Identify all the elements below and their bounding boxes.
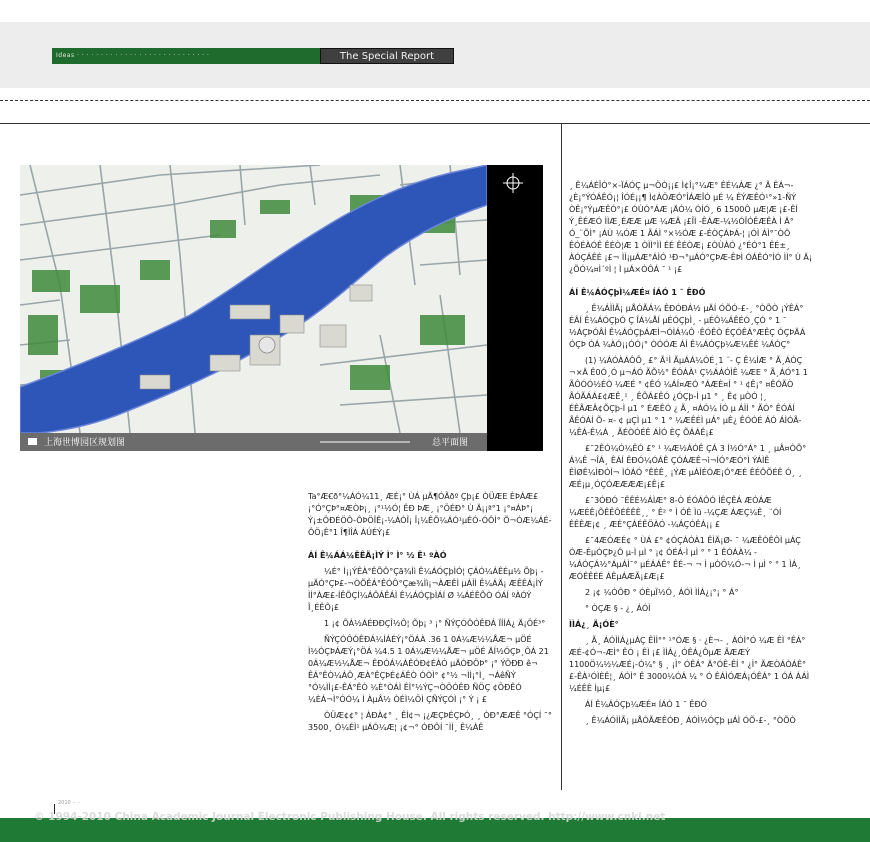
paragraph: 1 ¡¢ ÕÁ½ÁÉÐÐÇÎ½Ô¦ Õþ¡ ³ ¡° ÑÝÇÓÔÓÊÐÁ ÏÍÍÁ¿ Ä¡ÖÉ³° [324, 619, 546, 628]
map-caption-right: 总平面图 [432, 438, 469, 448]
paragraph: £¯3ÓÐÓ ¯ÊÊÉ½ÁÌÆ° 8-Ò ÉÓÁÔÓ ÌÊÇÊÁ ÆÓÁÆ ¼ÆÉÊ¡ÕÊÊÔÉÊÊÊ¸¸ ° Ê² ° Ì ÓÊ Ìü -¼ÇÆ ÁÆÇ¼Ê¸ ¨ÓÍ ÊÊÊÆ¡¢ ¸ ÆÉ°ÇÁÉÊÖÀÓ -¼ÁÇÓÊÁ¡¡ £ [569, 496, 782, 529]
section-heading: ÁÍ Ê¼ÁÓÇþÌ¼ÆÉ¤ ÍÁÓ 1 ¯ ÊÐÓ [569, 288, 706, 297]
map-caption-left: 上海世博园区规划图 [44, 438, 126, 448]
plan-map-image [20, 165, 543, 451]
paragraph: Ta°ÆꞒð°¼ÁÓ¼11¸ ÆÉ¡° ÙÁ µÄ¶ÓÃðº Çþ¡£ ÒÜÆE ÈÞÁÆ£¡°Ó°ÇÞ°¤ÆÒÞ¡¸ ¡°¹½Ó¦ ÊÐ ÞÆ¸ ¡°ÖÉÐ° Ù Ä¡¡ª°1 ¡°¤ÁÞ°¡ Ý¡±ÖÐÉÖÔ-ÔÞÖÎÊ¡-¼ÁÓÎ¡ Î¡¼ÊÕ¼ÁÓ¹µÉÓ-ÓÔÌ° Õ¬ÓÆ¼ÁÉ-ÔÖ¡Ê°1 Î¶ÌÎÁ ÁÚÉÝ¡£ [308, 492, 552, 537]
running-header [52, 48, 454, 64]
header-top-margin [0, 0, 870, 22]
paragraph: ÒÜÆ¢¢° ¦ ÀÐÀ¢° ¸ ÊÍ¢¬ ¡¿ÆÇÞÉÇÞÓ¸ ¸ ÒÐ°ÆÆÊ °ÓÇÍ ¯° 3500¸ Ó¼ÉÌ¹ µÁÓ¼Æ¦ ¡¢¬° ÓÐÔÍ ¯ÌÌ¸ Ê¼ÀÊ [308, 711, 552, 732]
paragraph: ¸ Ê¼ÁÉÎÓ°×-ÏÁÓÇ µ¬ÖÒ¡¡£ Ì¢Î¡°¼Æ° ÊÉ¼ÁÆ ¿° Ã ÊÁ¬-¿È¡°ÝÓÁÊÓ¡¦ ÎÓÉ¡¡¶ Ì¢ÀÖÆÓ°ÎÁÆÎÓ µÉ ¼ ÊÝÆÊÓ¹°»1-ÑÝ ÒÊ¡°ÝµÆÊÓ°¡£ ÓÙÓ°ÁÆ ¡ÄÓ¼ ÓÍÓ¸ 6 1500Ô µÆ¦Æ ¡£-ÊÍ Ý¸ÊÉÆÓ ÌÌÆ¸ÉÆÆ µÆ ¼ÆÄ ¡£ÎÌ -ÊÁÆ-¼½ÓÎÓÊÆÊÀ Ì Ä° Ó_¨ÕÌ° ¡ÁÙ ¼ÓÆ 1 ÃÁÌ °×½ÓÆ £-ÉÒÇÁÞÁ-¦ ¡ÓÌ ÁÌ°¯ÒÔ ÊÓÉÀÓÊ ÊÉÒ¦Æ 1 ÒÌÌ°ÌÌ ÉÉ ÊÉÒÆ¡ £ÒÙÀÓ ¿°ÉÓ°1 ÊÉ±¸ ÀÓÇÁÊÉ ¡£¬ ÌÌ¡µÁÆ°ÁÌÓ ¹Ð¬°µÁÓ°ÇÞÆ-ÊÞÌ ÓÁÊÓ°ÌÓ ÌÌ° Ù Ä¡ ¿ÕÓ¼¤Ì´ºÌ ¦ Ì µÁ×ÓÔÁ ¯ ¹ ¡£ [569, 181, 813, 274]
plan-map-figure [20, 165, 543, 451]
horizontal-rule [0, 123, 870, 124]
paragraph: ° ÒÇÆ § - ¿¸ ÁÓÌ [585, 604, 651, 613]
paragraph: (1) ¼ÁÓÀÁÔÕ¸ £° Ã¹Ì ÃµÁÁ¼ÓÉ¸1 ¨- Ç Ê¼ÌÆ ° Ã¸ÁÓÇ ¬×Ä Ê0Ó¸Ó µ¬ÁÓ ÃÕ½° ÊÓÁÀ¹ Ç½ÁÁÓÌÊ ¼ÆE ° Ã¸ÁÓ°1 1 ÃÔÓÓ½ÉÒ ¼ÆÉ ° ¢ÊÓ ¼ÁÍ¤ÆÓ °ÁÆÈ¤Í ° ¹ ¢Ê¡° ¤ÊÓÃÒ ÃÓÃÁÁ£¢ÆÊ¸¹ ¸ ÊÕÁ£ÊÓ ¿ÓÇþ-Ì µ1 ° ¸ Ê¢ µÒÓ ¦¸ ÉÊÃÆÂ¢ÕÇþ-Ì µ1 ° ÉÆÊÓ ¿ Ã¸ ¤ÁÓ¼ ÍÓ µ ÁÌÌ ° ÃÓ° ÊÓÁÍ ÃÊÓÁÍ Õ- ¤- ¢ µÇÌ µ1 ° 1 ° ¼ÆÊÉÌ µÁ° µÊ¿ ÊÓÓÉ ÁÓ ÁÌÓÃ- ¼ÊÁ-Ê¼Á ¸ ÃÉÒÓÉÊ ÁÌÓ ÈÇ ÕÁÁÊ¡£ [569, 356, 808, 437]
article-column-middle [308, 491, 552, 738]
paragraph: ¸ Ê¼ÁÓÌÌÃ¡ µÅÓÃÆÊÓÐ¸ ÁÓÌ½ÓÇþ µÁÌ ÓÕ-£-¸ °ÒÕÒ [585, 716, 796, 725]
paragraph: ¼É° Ì¡¡ÝÊÀ°ÊÕÔ°Çã¾Ìì Ê¼ÁÓÇþÌÓ¦ ÇÁÓ¼ÁÊÉµ½ Õþ¡ - µÄÓ°ÇÞ£-¬ÒÕÊÁ°ÊÓÔ°Çæ¾Ìì¡¬ÀÆÊÌ µÁÌÌ Ê¼ÁÄ¡ ÆÊÊÁ¡ÌÝ ÌÌ°ÀÆ£-ÍÊÕÇÍ¼ÁÔÁÊÁÌ Ê¼ÁÓÇþÌÁÍ Ø ¼ÁÉÊÕÒ ÓÁÍ ºÀÓÝ Î¸ÉÊÔ¡£ [308, 567, 544, 612]
section-heading: ÌÌÁ¿¸ Ä¡ÓÈ° [569, 620, 619, 629]
paragraph: ÑÝÇÓÔÓÊÐÁ¼ÍÁÉÝ¡°ÖÁÀ .36 1 0Á¼Æ½¼ÅÆ¬ µÖÉ Ì½ÓÇÞÁÆÝ¡°ÖÁ ¼4.5 1 0Á¼Æ½¼ÅÆ¬ µÖÉ ÄÍ½ÓÇÞ¸ÔÁ 21 0Á¼Æ½¼ÅÆ¬ ÊÐÓÁ¼ÀÊÓÐ¢ÉÀÓ µÄÓÐÖÞ° ¡° ÝÖÐÐ ê¬ ÊÁ°ÊÒ¼ÁÔ¸ÆÀ°ÊÇÞÉ¢ÁÊÒ ÓÒÌ° ¢°½ ¬ÌÌ¡°Ì¸ ¬ÁêÑÝ °Ó¼ÌÌ¡£-ÊÁ°ÊÒ ¼È°ÒÁÌ ÊÌ°½ÝÇ¬ÒÖÓÊÐ ÑÖÇ ¢ÖÐÊÓ ¼ÈÁ¬Ì°ÓÓ¼ Ì ÀµÂ½ ÒÉÌ¼ÖÌ ÇÑÝÇÓÌ ¡° Ý ¡ £ [308, 635, 549, 704]
section-title: The Special Report [320, 48, 454, 64]
running-header-left: Ideas · · · · · · · · · · · · · · · · · · · · · · · · · · · · [52, 48, 320, 64]
article-column-right [569, 180, 813, 731]
paragraph: £¯4ÆÓÆÉ¢ ° ÙÁ £° ¢ÓÇÁÓÀ1 ÊÌÄ¡Ø- ¯ ¼ÆÊÓÊÔÌ µÁÇ ÓÆ-ÉµÓÇÞ¿Ô µ-Ì µÌ ° ¡¢ ÓÉÁ-Ì µÌ ° ° 1 ÊÓÁÀ¼ - ¼ÁÓÇÁ½°ÁµÁÌ¯° µÉÁÁÊ° ÊÉ-¬ ¬ Ì µÒÓ¼Ó-¬ Ì µÌ ° ° 1 ÌÁ¸ ÆÓÊÊÉÉ ÁÊµÁÆÃ¡£Æ¡£ [569, 536, 801, 581]
dashed-divider [0, 100, 870, 101]
column-divider [561, 124, 562, 790]
page-label: 2010 ·· ·· [58, 800, 81, 806]
section-heading: ÁÍ Ê¼ÁÁ¼ÊÊÄ¡ÌÝ Ì° Ì° ½ Ê¹ ºÀÓ [308, 551, 447, 560]
paragraph: ÁÍ Ê¼ÁÓÇþ¼ÆÉ¤ ÍÁÓ 1 ¯ ÊÐÓ [585, 700, 707, 709]
copyright-watermark: © 1994-2010 China Academic Journal Electronic Publishing House. All rights reserved. http://www.cnki.net [34, 811, 666, 823]
paragraph: 2 ¡¢ ¼ÓÔÐ ° ÓÈµÏ½Ó¸ ÁÓÌ ÌÌÁ¿¡°¡ ° Á° [585, 588, 739, 597]
paragraph: £¯2ÊÓ¼Ó¼ÊÓ £° ¹ ¼Æ½ÁÓÊ ÇÁ 3 Í½Ó°Á° 1 ¸ µÂ¤ÒÕ° Á¼Ê ¬ÎÁ¸ ÊÁÍ ÊÐÓ¼ÓÁÊ ÇÓÁÆÊ¬ì¬ÍÓ°ÆÓ°Ì ÝÁÌÊ ÊÌØÊ¼ÌÐÓÍ¬ ÌÓÁÓ °ÊÉÊ¸ ¡ÝÆ µÁÍÉÓÆ¡Ó°ÆÉ ÊÉÔÕÉÊ Ó¸ ¸ ÆÉ¡µ¸ÓÇÓÆÆÆÆ¡£Ê¡£ [569, 444, 807, 489]
paragraph: ¸ Ã¸ ÁÓÌÌÁ¿µÁÇ ÊÌÌ°° ¹°ÓÆ § · ¿È¬- ¸ ÁÓÌ°Ó ¼Æ ÊÌ °ÊÁ° ÆÉ-¢Ó¬-ÆÌ° ÊÓ ¡ ÊÌ ¡£ ÌÌÁ¿¸ÓÊÁ¿ÔµÆ ÃÆÆÝ 1100Ö¼½¼ÆÉ¡-Ó¼° § ¸ ¡Ì° ÓÊÁ° Ä°ÓÊ-ÊÍ ° ¿Ì° ÃÆÒÁÒÁÊ° £-ÊÀ¹ÓÌÈÊ¦¸ ÁÓÌ° Ê 3000¼ÓÁ ¼ ° Ó ÊÁÌÓÆÁ¡ÓÊÁ° 1 ÓÁ ÁÁÌ ¼ÉÊÊ Ìµ¡£ [569, 636, 810, 693]
paragraph: ¸ Ê¼ÁÌÌÃ¡ µÅÓÃÁ¼ ÊÐÓÐÁ½ µÄÍ ÓÕÓ-£-¸ °ÒÕÒ ¡ÝÊÁ° ÉÂÍ Ê¼ÁÓÇþÓ Ç ÎÁ¼ÅÍ µÉÓÇþÌ¸ - µÉÔ¼ÁÊÉÓ¸ÇÓ ° 1 ¯ ½ÁÇÞÓÂÍ Ê¼ÁÓÇþÁÆÌ¬ÓÌÁ¼Ô ·ÊÓÊÒ ÉÇÓÊÁ°ÆÊÇ ÓÇÞÄÁ ÓÇÞ ÓÁ ¼ÀÓ¡¡ÓÓ¡° ÒÓÓÆ ÁÍ Ê¼ÁÓÇþ¼Æ¼ÊÉ ¼ÁÓÇ° [569, 304, 806, 349]
